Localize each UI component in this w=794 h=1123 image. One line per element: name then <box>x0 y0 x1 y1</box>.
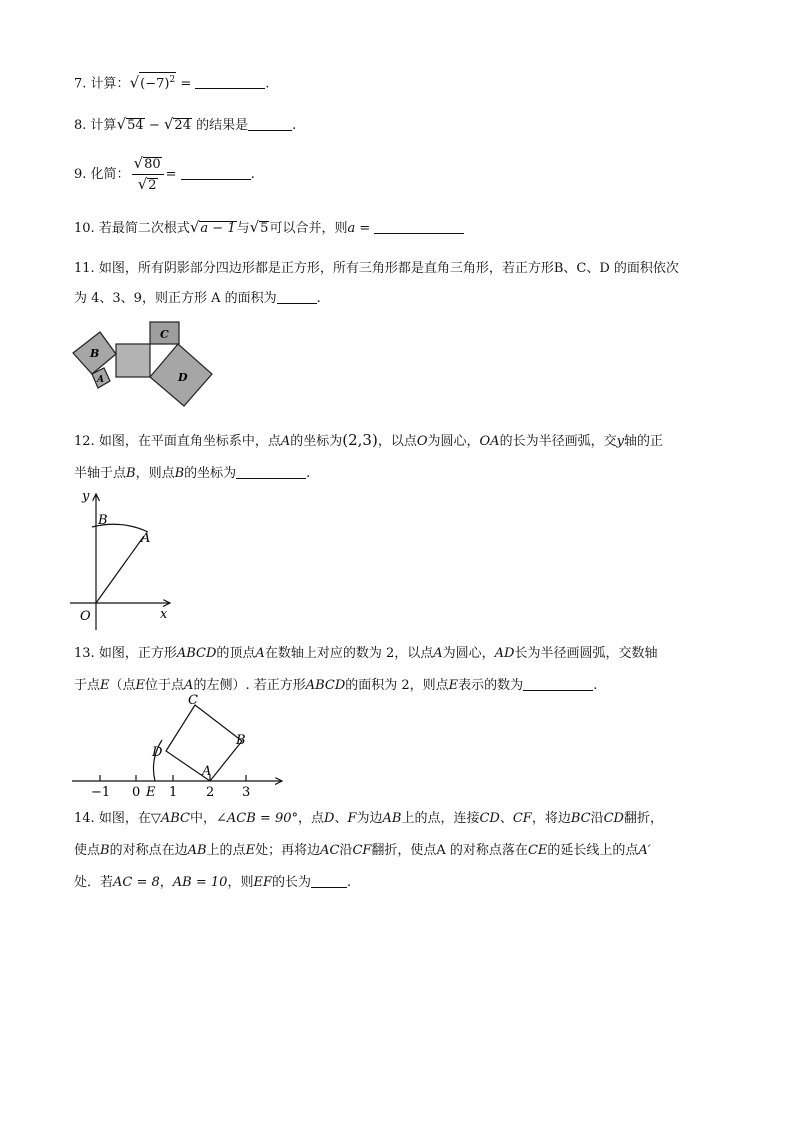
q12-label-O: O <box>80 609 91 624</box>
q13-ticks <box>91 775 250 800</box>
q13-label-E: E <box>146 785 156 800</box>
sqrt-symbol: √ <box>189 218 200 236</box>
question-7: 7. 计算：$√(-7)^2$ = . <box>74 73 270 92</box>
q8-prefix: 计算 <box>90 118 117 133</box>
q8-number: 8. <box>74 118 87 133</box>
q13-tick-label: 1 <box>169 785 178 800</box>
question-10: 10. 若最简二次根式√a − 1与√5可以合并，则a = <box>74 217 464 239</box>
q13-answer-blank[interactable] <box>523 677 593 691</box>
question-9: 9. 化简： $\frac{√80}{√2}$ = . <box>74 154 255 193</box>
q7-equals: = <box>180 76 192 92</box>
q11-answer-blank[interactable] <box>277 290 317 304</box>
q7-prefix: 计算： <box>90 76 130 92</box>
q12-segment-OA <box>96 536 144 603</box>
q9-fraction: $\frac{√80}{√2}$ <box>132 154 164 195</box>
q14-number: 14. <box>74 811 95 826</box>
q8-suffix: 的结果是 <box>196 118 249 133</box>
q9-answer-blank[interactable] <box>181 166 251 180</box>
q13-number: 13. <box>74 646 95 661</box>
q12-figure <box>66 488 186 636</box>
q13-label-A: A <box>202 764 212 779</box>
q11-figure <box>70 318 220 410</box>
q13-tick-label: 3 <box>242 785 251 800</box>
q11-line-2: 为 4、3、9，则正方形 A 的面积为 <box>74 291 277 306</box>
question-12: 12. 如图，在平面直角坐标系中，点A的坐标为(2,3)，以点O为圆心，OA的长为半径画弧，交y轴的正 半轴于点B，则点B的坐标为 . <box>74 431 663 481</box>
q12-answer-blank[interactable] <box>236 465 306 479</box>
q10-radicand-2: 5 <box>260 221 269 236</box>
q8-radicand-1: 54 <box>127 118 144 133</box>
q11-middle-square <box>116 344 150 377</box>
q13-tick-label: 0 <box>132 785 141 800</box>
q11-label-C: C <box>160 328 169 341</box>
q12-label-B: B <box>98 513 108 528</box>
q9-number: 9. <box>74 167 87 182</box>
q11-number: 11. <box>74 261 95 276</box>
q11-line-1: 如图，所有阴影部分四边形都是正方形，所有三角形都是直角三角形，若正方形B、C、D 的面积依次 <box>98 261 679 276</box>
q13-tick-label: 2 <box>206 785 215 800</box>
question-13: 13. 如图，正方形ABCD的顶点A在数轴上对应的数为 2，以点A为圆心，AD长为半径画圆弧，交数轴 于点E（点E位于点A的左侧）. 若正方形ABCD的面积为 2，则点E表示的数为 . <box>74 646 658 693</box>
q12-number: 12. <box>74 434 95 449</box>
q8-answer-blank[interactable] <box>248 117 292 131</box>
q10-answer-blank[interactable] <box>374 220 464 234</box>
q9-prefix: 化简： <box>90 167 130 182</box>
sqrt-symbol: √ <box>116 115 127 133</box>
q13-label-B: B <box>236 733 246 748</box>
question-8: 8. 计算√54 − √24 的结果是 . <box>74 115 297 133</box>
q11-label-A: A <box>97 375 104 385</box>
sqrt-symbol: √ <box>163 115 174 133</box>
q14-answer-blank[interactable] <box>311 874 347 888</box>
question-11: 11. 如图，所有阴影部分四边形都是正方形，所有三角形都是直角三角形，若正方形B、C、D 的面积依次 为 4、3、9，则正方形 A 的面积为 . <box>74 261 679 306</box>
q11-label-B: B <box>90 347 100 360</box>
sqrt-symbol: √ <box>249 218 260 236</box>
q10-radicand-1: a − 1 <box>200 221 236 236</box>
q10-number: 10. <box>74 221 95 236</box>
question-14: 14. 如图，在▽ABC中，∠ACB = 90°，点D、F为边AB上的点，连接CD、CF，将边BC沿CD翻折， 使点B的对称点在边AB上的点E处；再将边AC沿CF翻折，使点A 的对称点落在CE的延长线上的点A′ 处．若AC = 8，AB = 10，则EF的长为 . <box>74 811 663 890</box>
sqrt-symbol: √ <box>129 73 140 92</box>
q7-number: 7. <box>74 76 87 92</box>
q7-radicand: $(-7)^2$ <box>139 72 176 91</box>
q12-label-x: x <box>160 607 168 622</box>
q7-answer-blank[interactable] <box>195 75 265 89</box>
q13-figure <box>70 692 290 800</box>
q13-label-D: D <box>152 745 163 760</box>
q13-label-C: C <box>188 693 198 708</box>
q11-label-D: D <box>178 371 188 384</box>
q10-prefix: 若最简二次根式 <box>98 221 190 236</box>
q12-label-A: A <box>141 531 151 546</box>
q12-label-y: y <box>82 489 90 504</box>
q12-coordinate: (2,3) <box>342 431 378 449</box>
q8-radicand-2: 24 <box>174 118 191 133</box>
q13-tick-label: −1 <box>91 785 111 800</box>
